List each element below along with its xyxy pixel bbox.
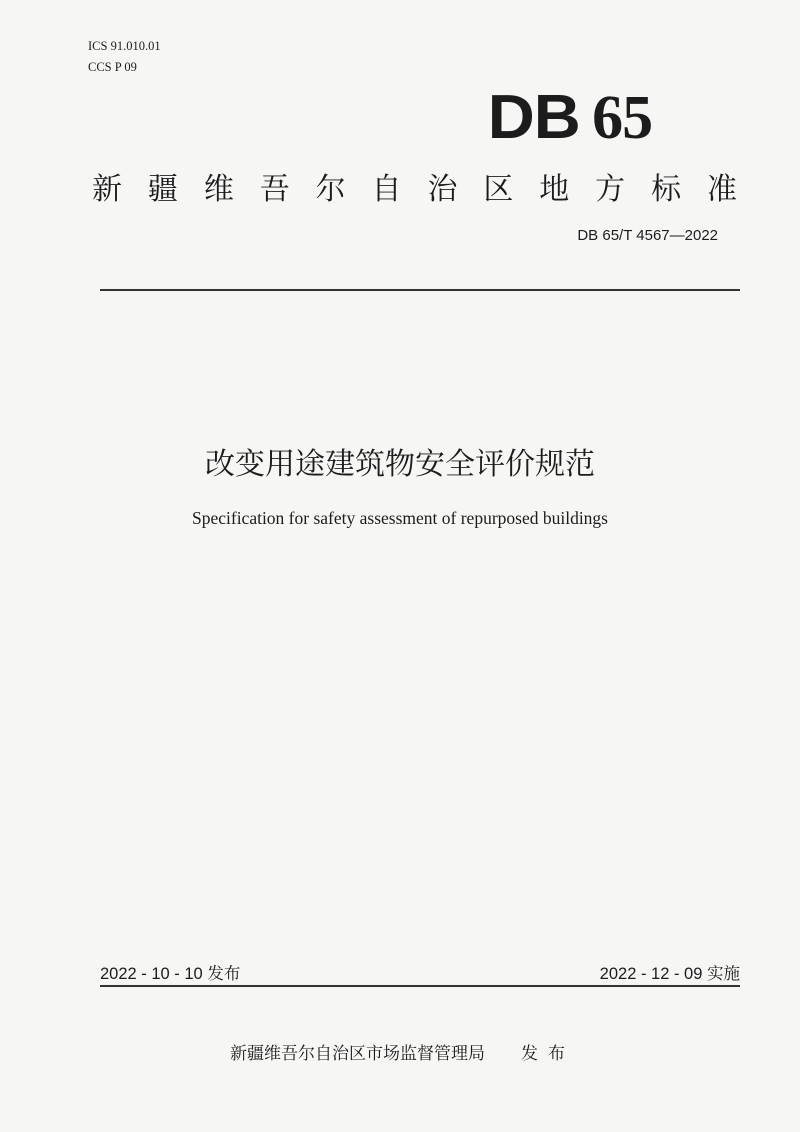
heading-char: 治 [427,172,458,207]
heading-char: 区 [483,172,514,207]
heading-char: 标 [651,172,682,207]
db-logo-number: 65 [592,84,653,152]
title-chinese: 改变用途建筑物安全评价规范 [205,447,595,482]
footer-divider [100,985,740,987]
ics-code: ICS 91.010.01 [88,39,161,53]
publisher-name: 新疆维吾尔自治区市场监督管理局 [230,1044,485,1064]
header-divider [100,289,740,291]
title-english: Specification for safety assessment of repurposed buildings [191,508,608,528]
heading-char: 吾 [259,172,290,207]
ccs-code: CCS P 09 [88,60,137,74]
heading-char: 疆 [147,172,178,207]
effective-date: 2022 - 12 - 09 实施 [599,965,740,983]
publisher-line [230,1039,575,1064]
heading-char: 自 [371,172,402,207]
heading-char: 尔 [315,172,346,207]
heading-char: 维 [203,172,234,207]
publisher-action: 发布 [521,1044,575,1064]
heading-char: 准 [706,172,737,207]
standard-number: DB 65/T 4567—2022 [577,227,718,244]
issue-date: 2022 - 10 - 10 发布 [100,965,241,983]
db-logo-prefix: DB [487,83,580,152]
classification-codes [88,36,161,78]
standard-type-heading [92,170,737,210]
heading-char: 方 [595,172,626,207]
db-logo [487,83,653,152]
heading-char: 地 [539,172,570,207]
heading-char: 新 [92,172,122,207]
